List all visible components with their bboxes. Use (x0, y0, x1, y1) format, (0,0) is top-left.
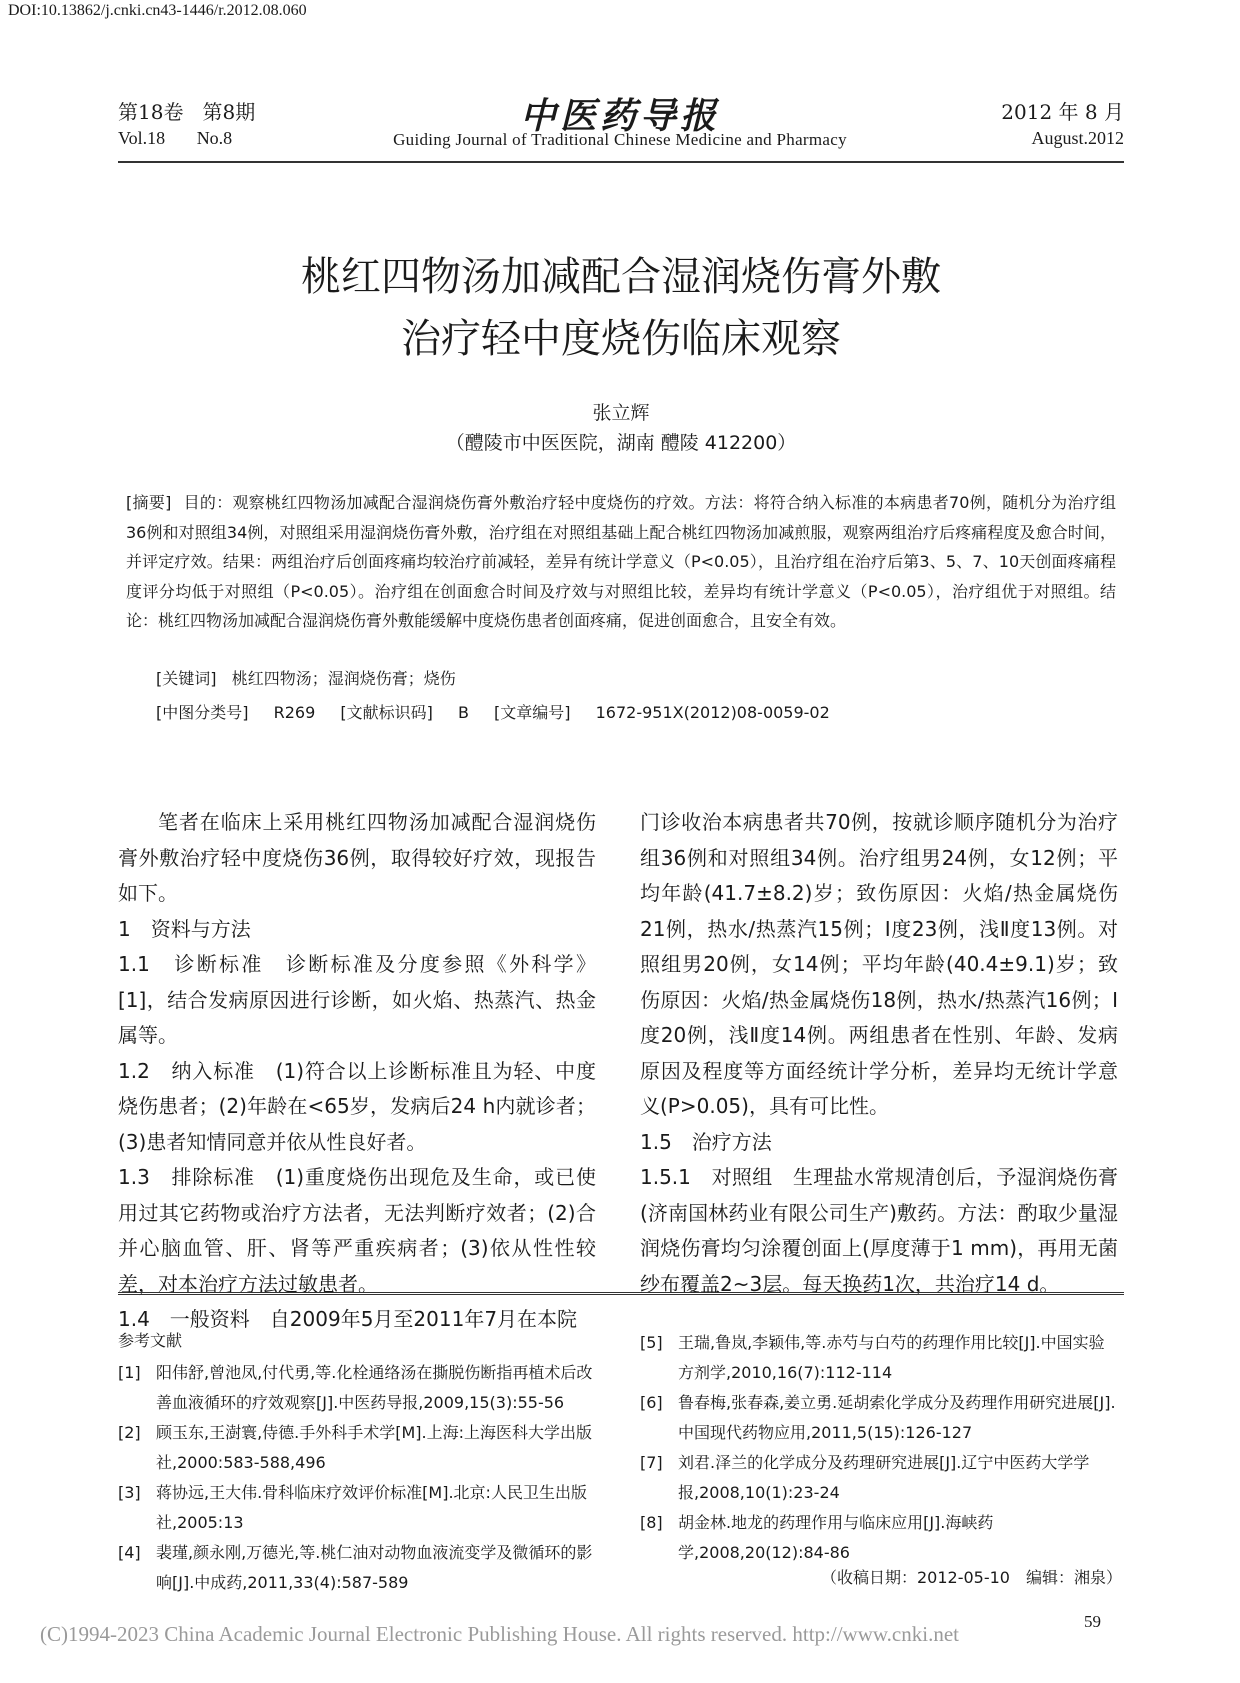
body-column-left (118, 805, 596, 1338)
keywords (156, 666, 456, 689)
reference-text: 鲁春梅,张春森,姜立勇.延胡索化学成分及药理作用研究进展[J].中国现代药物应用,2011,5(15):126-127 (678, 1393, 1116, 1442)
volume-issue-cn (118, 96, 255, 125)
journal-logo: 中医药导报 (519, 95, 720, 137)
paragraph: 1.4 一般资料 自2009年5月至2011年7月在本院 (118, 1307, 578, 1331)
issue-cn: 第8期 (202, 100, 256, 124)
reference-text: 顾玉东,王澍寰,侍德.手外科手术学[M].上海:上海医科大学出版社,2000:583-588,496 (156, 1423, 593, 1472)
reference-number: [2] (118, 1423, 141, 1442)
date-en: August.2012 (1031, 128, 1124, 148)
keywords-text: 桃红四物汤；湿润烧伤膏；烧伤 (231, 669, 456, 688)
reference-item (118, 1538, 596, 1598)
reference-number: [7] (640, 1453, 663, 1472)
affiliation: （醴陵市中医医院，湖南 醴陵 412200） (445, 432, 797, 454)
reference-number: [3] (118, 1483, 141, 1502)
abstract (126, 488, 1116, 636)
references-rule (118, 1292, 1124, 1295)
paragraph: 1.2 纳入标准 (1)符合以上诊断标准且为轻、中度烧伤患者；(2)年龄在<65岁，发病后24 h内就诊者；(3)患者知情同意并依从性良好者。 (118, 1058, 596, 1154)
date-cn: 2012 年 8 月 (1001, 100, 1124, 124)
reference-number: [8] (640, 1513, 663, 1532)
doc-code-value: B (457, 703, 469, 722)
keywords-label: [关键词] (156, 669, 217, 688)
article-no-value: 1672-951X(2012)08-0059-02 (595, 703, 830, 722)
reference-text: 阳伟舒,曾池凤,付代勇,等.化栓通络汤在撕脱伤断指再植术后改善血液循环的疗效观察[J].中医药导报,2009,15(3):55-56 (156, 1363, 593, 1412)
reference-item (640, 1328, 1118, 1388)
reference-number: [1] (118, 1363, 141, 1382)
page-number: 59 (1084, 1612, 1101, 1631)
reference-text: 蒋协远,王大伟.骨科临床疗效评价标准[M].北京:人民卫生出版社,2005:13 (156, 1483, 587, 1532)
issue-en: No.8 (196, 128, 233, 148)
paragraph: 1.5.1 对照组 生理盐水常规清创后，予湿润烧伤膏(济南国林药业有限公司生产)敷药。方法：酌取少量湿润烧伤膏均匀涂覆创面上(厚度薄于1 mm)，再用无菌纱布覆盖2~3层。每天换药1次，共治疗14 d。 (640, 1165, 1118, 1296)
reference-text: 裴瑾,颜永刚,万德光,等.桃仁油对动物血液流变学及微循环的影响[J].中成药,2011,33(4):587-589 (156, 1543, 593, 1592)
reference-number: [4] (118, 1543, 141, 1562)
clc-value: R269 (273, 703, 316, 722)
section-heading: 1.5 治疗方法 (640, 1129, 772, 1154)
references-left (118, 1358, 596, 1598)
article-no-label: [文章编号] (494, 703, 571, 722)
reference-item (118, 1478, 596, 1538)
article-title-line2: 治疗轻中度烧伤临床观察 (401, 316, 841, 362)
classification (156, 700, 848, 723)
reference-text: 胡金林.地龙的药理作用与临床应用[J].海峡药学,2008,20(12):84-86 (678, 1513, 994, 1562)
paragraph: 笔者在临床上采用桃红四物汤加减配合湿润烧伤膏外敷治疗轻中度烧伤36例，取得较好疗效，现报告如下。 (118, 810, 596, 905)
doi: DOI:10.13862/j.cnki.cn43-1446/r.2012.08.060 (8, 2, 307, 19)
copyright-watermark: (C)1994-2023 China Academic Journal Electronic Publishing House. All rights reserved. http://www.cnki.net (40, 1622, 959, 1646)
volume-en: Vol.18 (118, 128, 166, 148)
references-title: 参考文献 (118, 1331, 183, 1350)
article-title-line1: 桃红四物汤加减配合湿润烧伤膏外敷 (301, 254, 941, 300)
paragraph: 1.1 诊断标准 诊断标准及分度参照《外科学》[1]，结合发病原因进行诊断，如火焰、热蒸汽、热金属等。 (118, 952, 596, 1047)
clc-label: [中图分类号] (156, 703, 249, 722)
reference-item (118, 1418, 596, 1478)
reference-text: 刘君.泽兰的化学成分及药理研究进展[J].辽宁中医药大学学报,2008,10(1):23-24 (678, 1453, 1090, 1502)
paragraph: 门诊收治本病患者共70例，按就诊顺序随机分为治疗组36例和对照组34例。治疗组男24例，女12例；平均年龄(41.7±8.2)岁；致伤原因：火焰/热金属烧伤21例，热水/热蒸汽15例；Ⅰ度23例，浅Ⅱ度13例。对照组男20例，女14例；平均年龄(40.4±9.1)岁；致伤原因：火焰/热金属烧伤18例，热水/热蒸汽16例；Ⅰ度20例，浅Ⅱ度14例。两组患者在性别、年龄、发病原因及程度等方面经统计学分析，差异均无统计学意义(P>0.05)，具有可比性。 (640, 810, 1118, 1118)
reference-number: [6] (640, 1393, 663, 1412)
body-column-right (640, 805, 1118, 1302)
reference-item (640, 1508, 1118, 1568)
abstract-text: 目的：观察桃红四物汤加减配合湿润烧伤膏外敷治疗轻中度烧伤的疗效。方法：将符合纳入标准的本病患者70例，随机分为治疗组36例和对照组34例，对照组采用湿润烧伤膏外敷，治疗组在对照组基础上配合桃红四物汤加减煎服，观察两组治疗后疼痛程度及愈合时间，并评定疗效。结果：两组治疗后创面疼痛均较治疗前减轻，差异有统计学意义（P<0.05），且治疗组在治疗后第3、5、7、10天创面疼痛程度评分均低于对照组（P<0.05）。治疗组在创面愈合时间及疗效与对照组比较，差异均有统计学意义（P<0.05），治疗组优于对照组。结论：桃红四物汤加减配合湿润烧伤膏外敷能缓解中度烧伤患者创面疼痛，促进创面愈合，且安全有效。 (126, 493, 1116, 630)
author: 张立辉 (592, 402, 650, 424)
journal-name-en: Guiding Journal of Traditional Chinese Medicine and Pharmacy (393, 130, 847, 149)
reference-item (118, 1358, 596, 1418)
section-heading: 1 资料与方法 (118, 916, 251, 941)
reference-item (640, 1388, 1118, 1448)
abstract-label: [摘要] (126, 493, 172, 512)
volume-cn: 第18卷 (118, 100, 184, 124)
volume-issue-en (118, 128, 232, 149)
references-right (640, 1328, 1118, 1568)
reference-text: 王瑞,鲁岚,李颖伟,等.赤芍与白芍的药理作用比较[J].中国实验方剂学,2010,16(7):112-114 (678, 1333, 1105, 1382)
reference-number: [5] (640, 1333, 663, 1352)
paragraph: 1.3 排除标准 (1)重度烧伤出现危及生命，或已使用过其它药物或治疗方法者，无法判断疗效者；(2)合并心脑血管、肝、肾等严重疾病者；(3)依从性性较差，对本治疗方法过敏患者。 (118, 1165, 596, 1296)
doc-code-label: [文献标识码] (340, 703, 433, 722)
header-rule (118, 161, 1124, 163)
reference-item (640, 1448, 1118, 1508)
received-date: （收稿日期：2012-05-10 编辑：湘泉） (821, 1568, 1122, 1587)
